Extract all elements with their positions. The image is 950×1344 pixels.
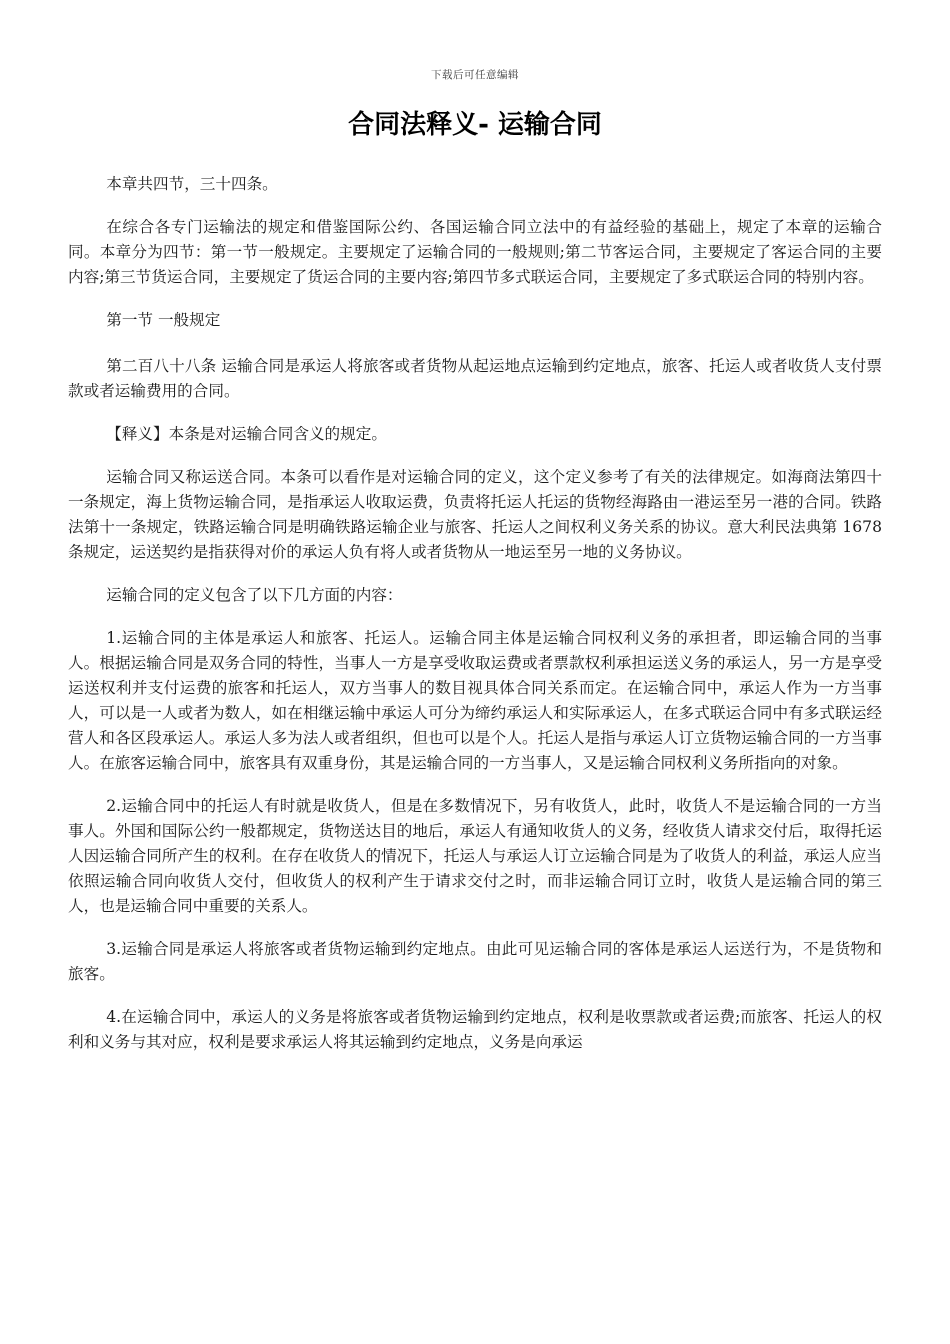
header-note: 下载后可任意编辑 bbox=[431, 69, 519, 81]
document-title: 合同法释义- 运输合同 bbox=[348, 110, 602, 140]
paragraph-point-1: 1.运输合同的主体是承运人和旅客、托运人。运输合同主体是运输合同权利义务的承担者，即运输合同的当事人。根据运输合同是双务合同的特性，当事人一方是享受收取运费或者票款权利承担运送义务的承运人，另一方是享受运送权利并支付运费的旅客和托运人，双方当事人的数目视具体合同关系而定。在运输合同中，承运人作为一方当事人，可以是一人或者为数人，如在相继运输中承运人可分为缔约承运人和实际承运人，在多式联运合同中有多式联运经营人和各区段承运人。承运人多为法人或者组织，但也可以是个人。托运人是指与承运人订立货物运输合同的一方当事人。在旅客运输合同中，旅客具有双重身份，其是运输合同的一方当事人，又是运输合同权利义务所指向的对象。 bbox=[68, 629, 882, 772]
document-body bbox=[68, 172, 882, 1073]
section-heading: 第一节 一般规定 bbox=[106, 311, 221, 329]
paragraph-contents-intro: 运输合同的定义包含了以下几方面的内容： bbox=[106, 586, 403, 604]
paragraph-definition: 运输合同又称运送合同。本条可以看作是对运输合同的定义，这个定义参考了有关的法律规定。如海商法第四十一条规定，海上货物运输合同，是指承运人收取运费，负责将托运人托运的货物经海路由一港运至另一港的合同。铁路法第十一条规定，铁路运输合同是明确铁路运输企业与旅客、托运人之间权利义务关系的协议。意大利民法典第 1678 条规定，运送契约是指获得对价的承运人负有将人或者货物从一地运至另一地的义务协议。 bbox=[68, 468, 882, 561]
paragraph-chapter-summary: 本章共四节，三十四条。 bbox=[106, 175, 278, 193]
paragraph-point-4: 4.在运输合同中，承运人的义务是将旅客或者货物运输到约定地点，权利是收票款或者运费;而旅客、托运人的权利和义务与其对应，权利是要求承运人将其运输到约定地点，义务是向承运 bbox=[68, 1008, 882, 1051]
paragraph-chapter-overview: 在综合各专门运输法的规定和借鉴国际公约、各国运输合同立法中的有益经验的基础上，规定了本章的运输合同。本章分为四节：第一节一般规定。主要规定了运输合同的一般规则;第二节客运合同，主要规定了客运合同的主要内容;第三节货运合同，主要规定了货运合同的主要内容;第四节多式联运合同，主要规定了多式联运合同的特别内容。 bbox=[68, 218, 882, 286]
paragraph-interpretation: 【释义】本条是对运输合同含义的规定。 bbox=[106, 425, 387, 443]
paragraph-point-3: 3.运输合同是承运人将旅客或者货物运输到约定地点。由此可见运输合同的客体是承运人运送行为，不是货物和旅客。 bbox=[68, 940, 882, 983]
paragraph-article-288: 第二百八十八条 运输合同是承运人将旅客或者货物从起运地点运输到约定地点，旅客、托运人或者收货人支付票款或者运输费用的合同。 bbox=[68, 357, 882, 400]
paragraph-point-2: 2.运输合同中的托运人有时就是收货人，但是在多数情况下，另有收货人，此时，收货人不是运输合同的一方当事人。外国和国际公约一般都规定，货物送达目的地后，承运人有通知收货人的义务，经收货人请求交付后，取得托运人因运输合同所产生的权利。在存在收货人的情况下，托运人与承运人订立运输合同是为了收货人的利益，承运人应当依照运输合同向收货人交付，但收货人的权利产生于请求交付之时，而非运输合同订立时，收货人是运输合同的第三人，也是运输合同中重要的关系人。 bbox=[68, 797, 882, 915]
